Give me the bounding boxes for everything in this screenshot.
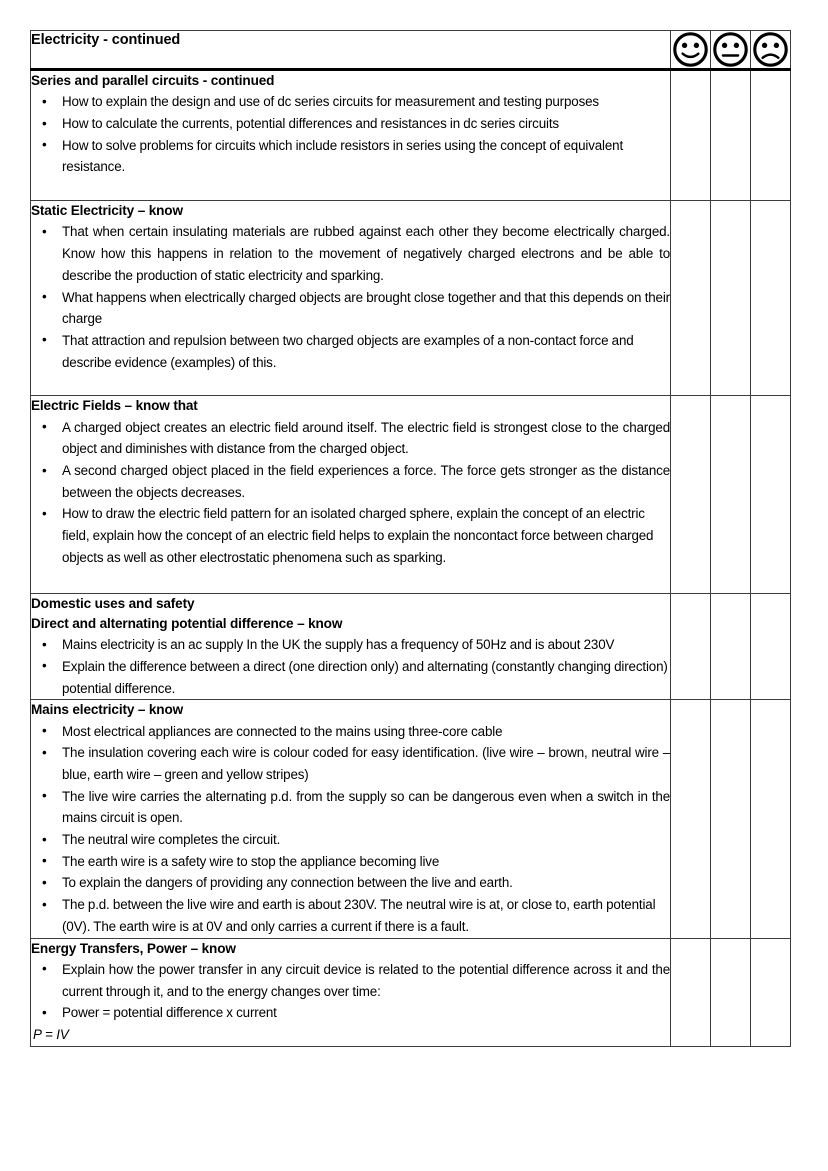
section-bullet-list (31, 91, 670, 178)
checkbox-cell-neutral[interactable] (711, 700, 751, 938)
list-item: • A charged object creates an electric field around itself. The electric field is strongest close to the charged object and diminishes with distance from the charged object. (31, 417, 670, 460)
section-content-cell (31, 201, 671, 396)
section-content-cell (31, 700, 671, 938)
section-row (31, 700, 791, 938)
section-subheading: Direct and alternating potential difference – know (31, 615, 343, 631)
checkbox-cell-happy[interactable] (671, 201, 711, 396)
sad-face-icon (752, 31, 789, 68)
section-content-cell (31, 396, 671, 593)
rating-column-happy[interactable] (671, 31, 711, 70)
checkbox-cell-sad[interactable] (751, 593, 791, 700)
checkbox-cell-neutral[interactable] (711, 938, 751, 1046)
list-item: • The neutral wire completes the circuit. (31, 829, 670, 851)
checkbox-cell-sad[interactable] (751, 938, 791, 1046)
section-bullet-list (31, 634, 670, 699)
list-item: • A second charged object placed in the field experiences a force. The force gets stronger as the distance between the objects decreases. (31, 460, 670, 503)
section-heading: Electric Fields – know that (31, 398, 198, 414)
section-row (31, 70, 791, 201)
section-content-cell (31, 70, 671, 201)
list-item: • To explain the dangers of providing any connection between the live and earth. (31, 872, 670, 894)
checkbox-cell-neutral[interactable] (711, 70, 751, 201)
checkbox-cell-sad[interactable] (751, 396, 791, 593)
section-content-cell (31, 593, 671, 700)
rating-column-sad[interactable] (751, 31, 791, 70)
list-item: • The live wire carries the alternating p.d. from the supply so can be dangerous even when a switch in the mains circuit is open. (31, 786, 670, 829)
neutral-face-icon (712, 31, 749, 68)
list-item: • The insulation covering each wire is colour coded for easy identification. (live wire – brown, neutral wire – blue, earth wire – green and yellow stripes) (31, 742, 670, 785)
list-item: • How to calculate the currents, potential differences and resistances in dc series circuits (31, 113, 670, 135)
section-heading: Domestic uses and safety (31, 595, 195, 611)
list-item: • How to draw the electric field pattern for an isolated charged sphere, explain the concept of an electric field, explain how the concept of an electric field helps to explain the noncontact force between charged objects as well as other electrostatic phenomena such as sparking. (31, 503, 670, 568)
list-item: • What happens when electrically charged objects are brought close together and that this depends on their charge (31, 287, 670, 330)
checkbox-cell-happy[interactable] (671, 938, 711, 1046)
checkbox-cell-happy[interactable] (671, 70, 711, 201)
section-bullet-list (31, 417, 670, 569)
list-item: • Power = potential difference x current (31, 1002, 670, 1024)
page-title: Electricity - continued (31, 32, 181, 48)
section-row (31, 938, 791, 1046)
checkbox-cell-happy[interactable] (671, 593, 711, 700)
revision-checklist-table (30, 30, 791, 1047)
list-item: • Explain the difference between a direct (one direction only) and alternating (constantly changing direction) potential difference. (31, 656, 670, 699)
section-content-cell (31, 938, 671, 1046)
checkbox-cell-happy[interactable] (671, 396, 711, 593)
list-item: • How to explain the design and use of dc series circuits for measurement and testing purposes (31, 91, 670, 113)
formula-text: P = IV (33, 1026, 69, 1042)
checkbox-cell-sad[interactable] (751, 201, 791, 396)
list-item: • That when certain insulating materials are rubbed against each other they become electrically charged. Know how this happens in relation to the movement of negatively charged electrons and be able to describe the production of static electricity and sparking. (31, 221, 670, 286)
header-title-cell (31, 31, 671, 70)
section-bullet-list (31, 959, 670, 1024)
section-bullet-list (31, 221, 670, 373)
list-item: • How to solve problems for circuits which include resistors in series using the concept of equivalent resistance. (31, 135, 670, 178)
checkbox-cell-neutral[interactable] (711, 396, 751, 593)
list-item: • The earth wire is a safety wire to stop the appliance becoming live (31, 851, 670, 873)
section-bullet-list (31, 721, 670, 938)
list-item: • That attraction and repulsion between two charged objects are examples of a non-contact force and describe evidence (examples) of this. (31, 330, 670, 373)
section-heading: Static Electricity – know (31, 203, 183, 219)
checkbox-cell-happy[interactable] (671, 700, 711, 938)
section-heading: Series and parallel circuits - continued (31, 73, 275, 88)
happy-face-icon (672, 31, 709, 68)
checkbox-cell-sad[interactable] (751, 70, 791, 201)
rating-column-neutral[interactable] (711, 31, 751, 70)
section-heading: Mains electricity – know (31, 702, 184, 718)
table-header-row (31, 31, 791, 70)
list-item: • Most electrical appliances are connected to the mains using three-core cable (31, 721, 670, 743)
checkbox-cell-neutral[interactable] (711, 201, 751, 396)
list-item: • The p.d. between the live wire and earth is about 230V. The neutral wire is at, or close to, earth potential (0V). The earth wire is at 0V and only carries a current if there is a fault. (31, 894, 670, 937)
list-item: • Mains electricity is an ac supply In the UK the supply has a frequency of 50Hz and is about 230V (31, 634, 670, 656)
list-item: • Explain how the power transfer in any circuit device is related to the potential difference across it and the current through it, and to the energy changes over time: (31, 959, 670, 1002)
section-row (31, 593, 791, 700)
section-row (31, 201, 791, 396)
section-heading: Energy Transfers, Power – know (31, 940, 236, 956)
checkbox-cell-sad[interactable] (751, 700, 791, 938)
checkbox-cell-neutral[interactable] (711, 593, 751, 700)
section-row (31, 396, 791, 593)
